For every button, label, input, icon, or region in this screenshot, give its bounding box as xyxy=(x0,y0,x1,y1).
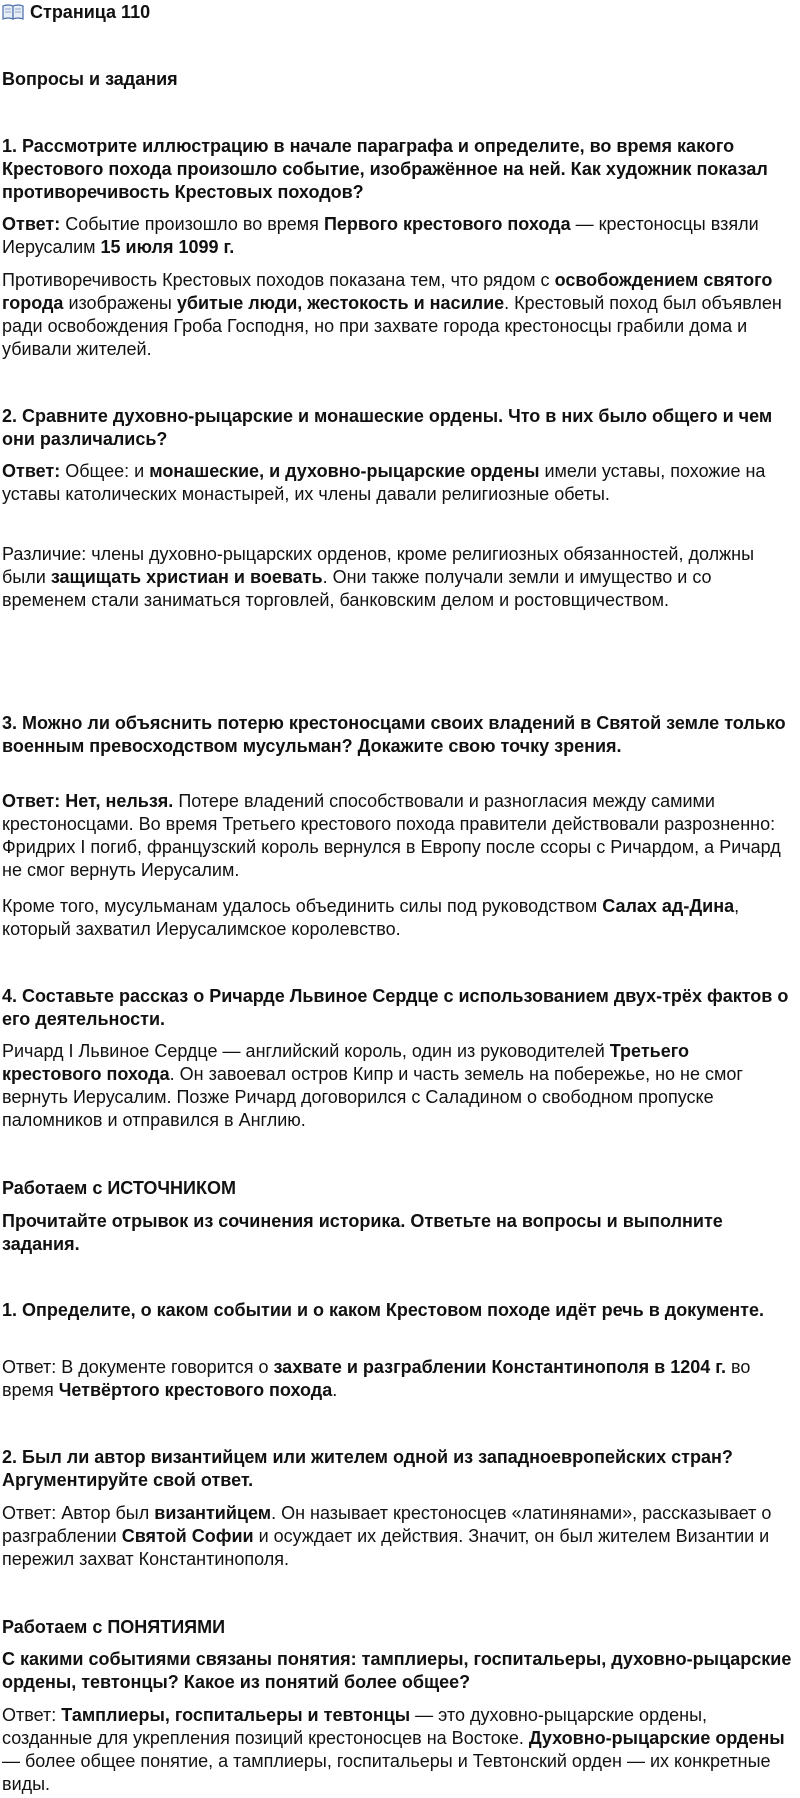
answer-label: Ответ: xyxy=(2,461,61,481)
text: Ответ: Автор был xyxy=(2,1503,155,1523)
bold-text: Первого крестового похода xyxy=(323,214,571,234)
bold-text: убитые люди, жестокость и насилие xyxy=(176,293,505,313)
source-question-2: 2. Был ли автор византийцем или жителем одной из западноевропейских стран? Аргументируйте свой ответ. xyxy=(2,1447,733,1490)
text: . xyxy=(332,1380,338,1400)
answer-1-p2 xyxy=(2,269,792,361)
page-header xyxy=(2,0,794,24)
question-1: 1. Рассмотрите иллюстрацию в начале параграфа и определите, во время какого Крестового похода произошло событие, изображённое на ней. Как художник показал противоречивость Крестовых походов? xyxy=(2,136,768,202)
bold-text: 15 июля 1099 г. xyxy=(100,237,235,257)
text: Противоречивость Крестовых походов показана тем, что рядом с xyxy=(2,270,555,290)
text: Общее: и xyxy=(60,461,150,481)
question-2: 2. Сравните духовно-рыцарские и монашеские ордены. Что в них было общего и чем они различались? xyxy=(2,406,773,449)
text: — более общее понятие, а тамплиеры, госпитальеры и Тевтонский орден — их конкретные виды. xyxy=(2,1751,771,1794)
text: имели уставы, похожие на уставы католических монастырей, их члены давали религиозные обеты. xyxy=(2,461,766,504)
text: Событие произошло во время xyxy=(60,214,324,234)
text: Ответ: xyxy=(2,1705,62,1725)
bold-text: Салах ад-Дина xyxy=(602,896,735,916)
text: . Он называет крестоносцев «латинянами», рассказывает о разграблении xyxy=(2,1503,772,1546)
bold-text: Духовно-рыцарские ордены xyxy=(528,1728,785,1748)
text: Ричард I Львиное Сердце — английский король, один из руководителей xyxy=(2,1041,610,1061)
bold-text: византийцем xyxy=(154,1503,272,1523)
bold-text: Третьего крестового похода xyxy=(2,1041,689,1084)
bold-text: Тамплиеры, госпитальеры и тевтонцы xyxy=(61,1705,411,1725)
source-answer-1 xyxy=(2,1356,792,1402)
question-3: 3. Можно ли объяснить потерю крестоносцами своих владений в Святой земле только военным превосходством мусульман? Докажите свою точку зрения. xyxy=(2,713,786,756)
text: Различие: члены духовно-рыцарских орденов, кроме религиозных обязанностей, должны были xyxy=(2,544,755,587)
concepts-answer xyxy=(2,1704,792,1796)
text: Ответ: В документе говорится о xyxy=(2,1357,274,1377)
answer-1-p1 xyxy=(2,213,792,259)
answer-label: Ответ: xyxy=(2,214,61,234)
text: . Они также получали земли и имущество и со временем стали заниматься торговлей, банковским делом и ростовщичеством. xyxy=(2,567,712,610)
text: во время xyxy=(2,1357,751,1400)
answer-2-p2 xyxy=(2,543,792,612)
bold-text: Святой Софии xyxy=(121,1526,254,1546)
text: — крестоносцы взяли Иерусалим xyxy=(2,214,759,257)
bold-text: захвате и разграблении Константинополя в 1204 г. xyxy=(273,1357,726,1377)
answer-3-p2 xyxy=(2,895,792,941)
concepts-question: С какими событиями связаны понятия: тамплиеры, госпитальеры, духовно-рыцарские ордены, тевтонцы? Какое из понятий более общее? xyxy=(2,1649,792,1692)
open-book-icon xyxy=(2,3,24,21)
text: — это духовно-рыцарские ордены, созданные для укрепления позиций крестоносцев на Востоке. xyxy=(2,1705,708,1748)
text: и осуждает их действия. Значит, он был жителем Византии и пережил захват Константинополя. xyxy=(2,1526,770,1569)
text: Потере владений способствовали и разногласия между самими крестоносцами. Во время Третьего крестового похода правители действовали разрозненно: Фридрих I погиб, французский король вернулся в Европу после ссоры с Ричардом, а Ричард не смог вернуть Иерусалим. xyxy=(2,791,781,880)
page-title: Страница 110 xyxy=(30,1,151,22)
source-question-1: 1. Определите, о каком событии и о каком Крестовом походе идёт речь в документе. xyxy=(2,1300,764,1320)
text: Кроме того, мусульманам удалось объединить силы под руководством xyxy=(2,896,603,916)
text: изображены xyxy=(63,293,177,313)
question-4: 4. Составьте рассказ о Ричарде Львиное Сердце с использованием двух-трёх фактов о его деятельности. xyxy=(2,986,789,1029)
answer-4-p1 xyxy=(2,1040,792,1132)
answer-3-p1 xyxy=(2,790,792,882)
answer-2-p1 xyxy=(2,460,792,506)
bold-text: защищать христиан и воевать xyxy=(50,567,323,587)
section-source-title: Работаем с ИСТОЧНИКОМ xyxy=(2,1178,236,1198)
text: , который захватил Иерусалимское королевство. xyxy=(2,896,740,939)
bold-text: освобождением святого города xyxy=(2,270,773,313)
text: . Крестовый поход был объявлен ради освобождения Гроба Господня, но при захвате города крестоносцы грабили дома и убивали жителей. xyxy=(2,293,782,359)
source-intro: Прочитайте отрывок из сочинения историка. Ответьте на вопросы и выполните задания. xyxy=(2,1211,723,1254)
answer-label: Ответ: Нет, нельзя. xyxy=(2,791,174,811)
bold-text: монашеские, и духовно-рыцарские ордены xyxy=(149,461,540,481)
text: . Он завоевал остров Кипр и часть земель на побережье, но не смог вернуть Иерусалим. Позже Ричард договорился с Саладином о свободном пропуске паломников и отправился в Англию. xyxy=(2,1064,743,1130)
section-questions-title: Вопросы и задания xyxy=(2,69,178,89)
section-concepts-title: Работаем с ПОНЯТИЯМИ xyxy=(2,1617,226,1637)
bold-text: Четвёртого крестового похода xyxy=(58,1380,333,1400)
source-answer-2 xyxy=(2,1502,792,1571)
